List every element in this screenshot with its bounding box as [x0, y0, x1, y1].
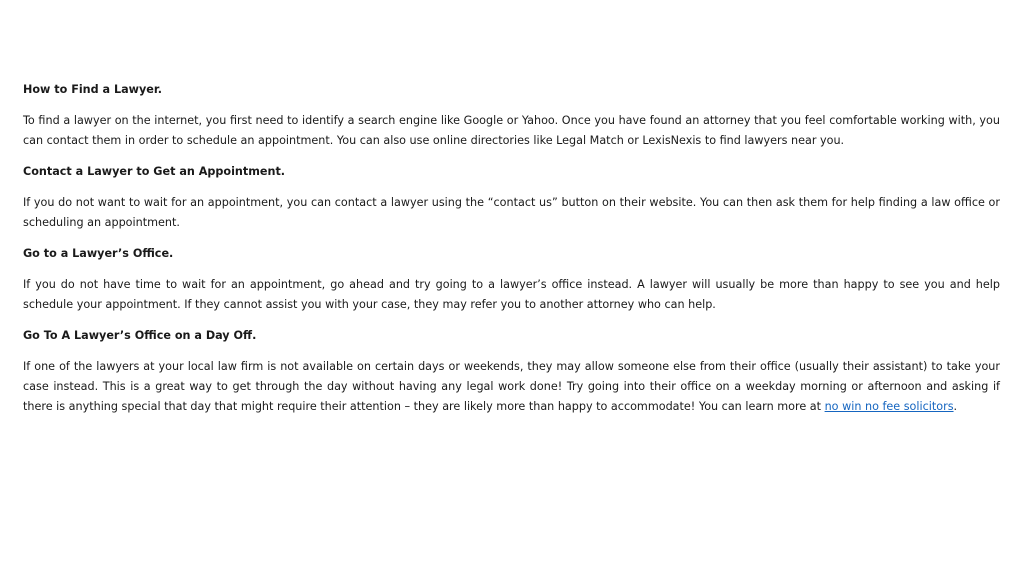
day-off-body-end: .	[953, 400, 958, 413]
section-body-lawyer-office: If you do not have time to wait for an appointment, go ahead and try going to a lawyer’s office instead. A lawyer will usually be more than happy to see you and help schedule your appointment. If they cannot assist you with your case, they may refer you to another attorney who can help.	[23, 278, 1000, 311]
section-body-day-off	[23, 357, 1000, 417]
section-body-contact-lawyer: If you do not want to wait for an appointment, you can contact a lawyer using the “contact us” button on their website. You can then ask them for help finding a law office or scheduling an appointment.	[23, 196, 1000, 229]
day-off-body-text: If one of the lawyers at your local law firm is not available on certain days or weekends, they may allow someone else from their office (usually their assistant) to take your case instead. This is a great way to get through the day without having any legal work done! Try going into their office on a weekday morning or afternoon and asking if there is anything special that day that might require their attention – they are likely more than happy to accommodate! You can learn more at	[23, 360, 1000, 413]
section-heading-find-lawyer: How to Find a Lawyer.	[23, 83, 163, 96]
no-win-no-fee-link[interactable]: no win no fee solicitors	[824, 400, 954, 413]
section-body-find-lawyer: To find a lawyer on the internet, you first need to identify a search engine like Google or Yahoo. Once you have found an attorney that you feel comfortable working with, you can contact them in order to schedule an appointment. You can also use online directories like Legal Match or LexisNexis to find lawyers near you.	[23, 114, 1000, 147]
document-body	[23, 80, 1000, 428]
section-heading-contact-lawyer: Contact a Lawyer to Get an Appointment.	[23, 165, 286, 178]
section-heading-day-off: Go To A Lawyer’s Office on a Day Off.	[23, 329, 257, 342]
section-heading-lawyer-office: Go to a Lawyer’s Office.	[23, 247, 174, 260]
